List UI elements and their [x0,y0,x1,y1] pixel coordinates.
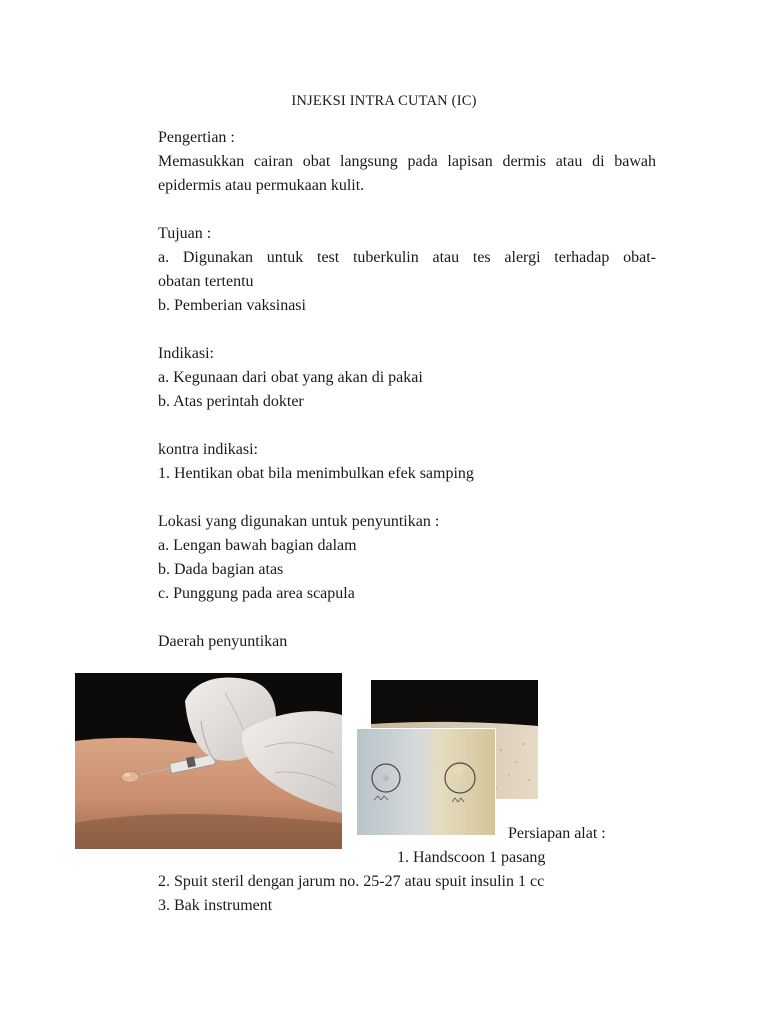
persiapan-item-2: 2. Spuit steril dengan jarum no. 25-27 atau spuit insulin 1 cc [158,873,545,890]
tujuan-heading: Tujuan : [158,225,212,242]
daerah-heading: Daerah penyuntikan [158,633,288,650]
spacer [158,486,656,510]
spacer [158,414,656,438]
kontra-indikasi-heading: kontra indikasi: [158,441,258,458]
lokasi-item-a: a. Lengan bawah bagian dalam [158,537,357,554]
persiapan-heading: Persiapan alat : [508,825,606,842]
injection-photo [75,673,342,849]
spacer [158,318,656,342]
kontra-indikasi-item-1: 1. Hentikan obat bila menimbulkan efek samping [158,465,474,482]
tujuan-item-b: b. Pemberian vaksinasi [158,297,306,314]
lokasi-item-b: b. Dada bagian atas [158,561,284,578]
indikasi-item-a: a. Kegunaan dari obat yang akan di pakai [158,369,423,386]
indikasi-item-b: b. Atas perintah dokter [158,393,304,410]
lokasi-heading: Lokasi yang digunakan untuk penyuntikan : [158,513,440,530]
document-body [158,126,656,654]
pengertian-line-1: Memasukkan cairan obat langsung pada lapisan dermis atau di bawah [158,153,656,170]
lokasi-item-c: c. Punggung pada area scapula [158,585,355,602]
persiapan-item-1: 1. Handscoon 1 pasang [397,849,546,866]
spacer [158,198,656,222]
pengertian-heading: Pengertian : [158,129,235,146]
injection-site-marking-photo [356,728,496,836]
persiapan-item-3: 3. Bak instrument [158,897,273,914]
pengertian-line-2: epidermis atau permukaan kulit. [158,177,365,194]
tujuan-item-a-line-1: a. Digunakan untuk test tuberkulin atau tes alergi terhadap obat- [158,249,656,266]
page-title: INJEKSI INTRA CUTAN (IC) [291,93,477,109]
tujuan-item-a-line-2: obatan tertentu [158,273,254,290]
spacer [158,606,656,630]
indikasi-heading: Indikasi: [158,345,214,362]
